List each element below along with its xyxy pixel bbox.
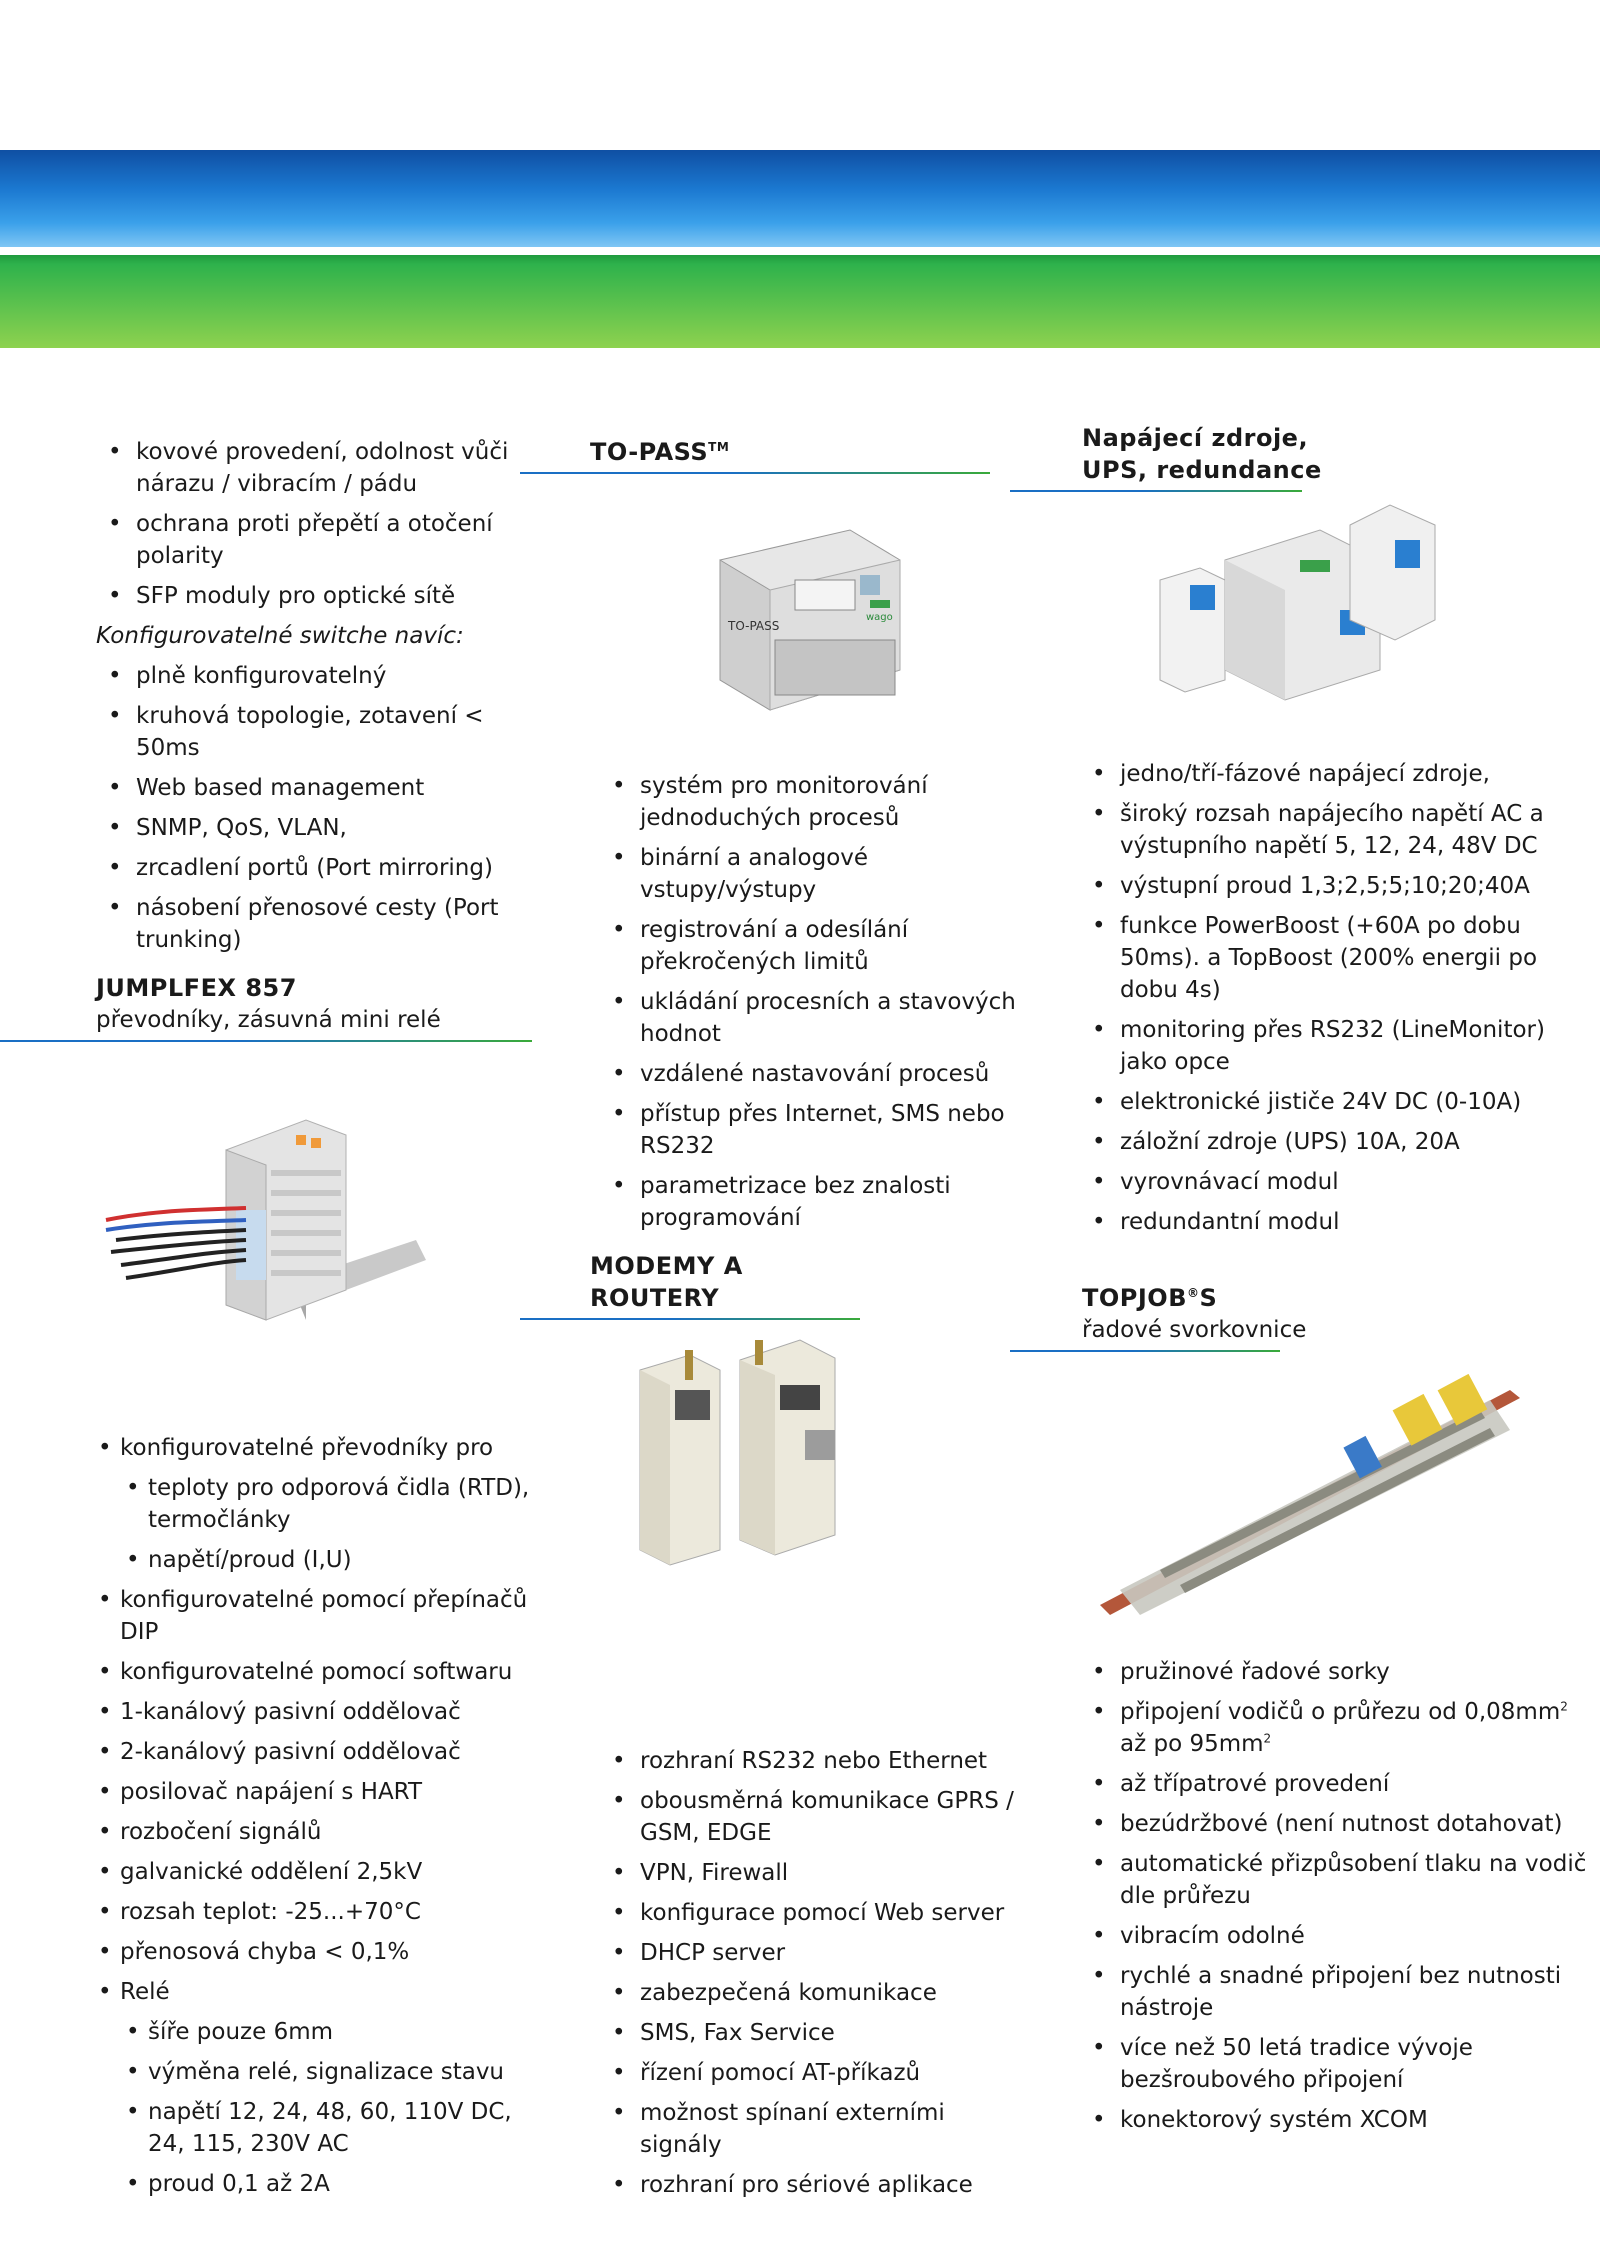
list-item: • Relé — [96, 1976, 536, 2008]
list-item: • až třípatrové provedení — [1080, 1768, 1590, 1800]
list-item: • zabezpečená komunikace — [600, 1977, 1030, 2009]
list-item: • napětí/proud (I,U) — [96, 1544, 536, 1576]
topjob-product-image — [1100, 1370, 1520, 1620]
power-header — [1010, 422, 1600, 492]
power-features — [1080, 758, 1590, 1246]
list-item: • vzdálené nastavování procesů — [600, 1058, 1030, 1090]
jumpflex-features-list — [96, 1432, 536, 2200]
list-item: • plně konfigurovatelný — [96, 660, 526, 692]
list-item: • SFP moduly pro optické sítě — [96, 580, 526, 612]
topjob-features — [1080, 1656, 1590, 2144]
list-item: • konfigurovatelné pomocí softwaru — [96, 1656, 536, 1688]
list-item: • redundantní modul — [1080, 1206, 1590, 1238]
header-blue-band — [0, 150, 1600, 247]
list-item: • řízení pomocí AT-příkazů — [600, 2057, 1030, 2089]
list-item: • bezúdržbové (není nutnost dotahovat) — [1080, 1808, 1590, 1840]
column-left — [96, 436, 526, 964]
list-item: • konektorový systém XCOM — [1080, 2104, 1590, 2136]
list-item: • přístup přes Internet, SMS nebo RS232 — [600, 1098, 1030, 1162]
header-green-band — [0, 255, 1600, 348]
power-rule — [1010, 490, 1302, 492]
list-item: • teploty pro odporová čidla (RTD), termočlánky — [96, 1472, 536, 1536]
topjob-subtitle: řadové svorkovnice — [1082, 1317, 1307, 1343]
jumpflex-rule — [0, 1040, 532, 1042]
list-item: • výměna relé, signalizace stavu — [96, 2056, 536, 2088]
list-item: • konfigurace pomocí Web server — [600, 1897, 1030, 1929]
list-item: • vibracím odolné — [1080, 1920, 1590, 1952]
jumpflex-features — [96, 1432, 536, 2208]
switch-extra-label: Konfigurovatelné switche navíc: — [96, 623, 464, 649]
list-item: • monitoring přes RS232 (LineMonitor) jako opce — [1080, 1014, 1590, 1078]
topass-rule — [520, 472, 990, 474]
list-item: • kruhová topologie, zotavení < 50ms — [96, 700, 526, 764]
list-item: • pružinové řadové sorky — [1080, 1656, 1590, 1688]
power-title-line2: UPS, redundance — [1082, 456, 1322, 484]
modems-features-list — [600, 1745, 1030, 2201]
list-item: • elektronické jističe 24V DC (0-10A) — [1080, 1086, 1590, 1118]
list-item: • SNMP, QoS, VLAN, — [96, 812, 526, 844]
modems-title: MODEMY A ROUTERY — [590, 1252, 743, 1312]
list-item: • proud 0,1 až 2A — [96, 2168, 536, 2200]
jumpflex-title: JUMPLFEX 857 — [96, 974, 297, 1002]
list-item: • DHCP server — [600, 1937, 1030, 1969]
list-item: • SMS, Fax Service — [600, 2017, 1030, 2049]
modems-rule — [520, 1318, 860, 1320]
list-item: • funkce PowerBoost (+60A po dobu 50ms). a TopBoost (200% energii po dobu 4s) — [1080, 910, 1590, 1006]
topjob-features-list — [1080, 1656, 1590, 2136]
topass-header — [520, 436, 990, 474]
modems-header — [520, 1250, 860, 1320]
list-item: • 1-kanálový pasivní oddělovač — [96, 1696, 536, 1728]
list-item: • násobení přenosové cesty (Port trunking) — [96, 892, 526, 956]
list-item: • výstupní proud 1,3;2,5;5;10;20;40A — [1080, 870, 1590, 902]
jumpflex-header — [96, 972, 532, 1042]
list-item: • rozsah teplot: -25...+70°C — [96, 1896, 536, 1928]
list-item: • galvanické oddělení 2,5kV — [96, 1856, 536, 1888]
list-item: • ochrana proti přepětí a otočení polarity — [96, 508, 526, 572]
list-item: • VPN, Firewall — [600, 1857, 1030, 1889]
list-item: • přenosová chyba < 0,1% — [96, 1936, 536, 1968]
list-item: • 2-kanálový pasivní oddělovač — [96, 1736, 536, 1768]
modems-product-image — [630, 1330, 880, 1580]
list-item: • široký rozsah napájecího napětí AC a výstupního napětí 5, 12, 24, 48V DC — [1080, 798, 1590, 862]
topass-features-list — [600, 770, 1030, 1234]
list-item: • záložní zdroje (UPS) 10A, 20A — [1080, 1126, 1590, 1158]
list-item: • parametrizace bez znalosti programování — [600, 1170, 1030, 1234]
list-item: • kovové provedení, odolnost vůči nárazu / vibracím / pádu — [96, 436, 526, 500]
topjob-header — [1010, 1282, 1600, 1352]
switch-features-list — [96, 436, 526, 612]
list-item: • jedno/tří-fázové napájecí zdroje, — [1080, 758, 1590, 790]
list-item: • registrování a odesílání překročených limitů — [600, 914, 1030, 978]
topass-device-label: TO-PASS — [728, 619, 780, 633]
power-title-line1: Napájecí zdroje, — [1082, 424, 1309, 452]
topass-product-image — [700, 520, 920, 730]
power-features-list — [1080, 758, 1590, 1238]
list-item: • konfigurovatelné převodníky pro — [96, 1432, 536, 1464]
list-item: • rozhraní RS232 nebo Ethernet — [600, 1745, 1030, 1777]
list-item: • rozhraní pro sériové aplikace — [600, 2169, 1030, 2201]
topjob-title: TOPJOB®S — [1082, 1284, 1218, 1312]
list-item: • obousměrná komunikace GPRS / GSM, EDGE — [600, 1785, 1030, 1849]
list-item: • automatické přizpůsobení tlaku na vodič dle průřezu — [1080, 1848, 1590, 1912]
list-item: • vyrovnávací modul — [1080, 1166, 1590, 1198]
list-item: • možnost spínaní externími signály — [600, 2097, 1030, 2161]
list-item: • konfigurovatelné pomocí přepínačů DIP — [96, 1584, 536, 1648]
configurable-switch-list — [96, 660, 526, 956]
jumpflex-subtitle: převodníky, zásuvná mini relé — [96, 1007, 441, 1033]
topass-brand: wago — [866, 612, 893, 623]
modems-features — [600, 1745, 1030, 2209]
list-item: • připojení vodičů o průřezu od $0,08mm^2$ až po $95mm^2$ — [1080, 1696, 1590, 1760]
list-item: • systém pro monitorování jednoduchých procesů — [600, 770, 1030, 834]
list-item: • rychlé a snadné připojení bez nutnosti nástroje — [1080, 1960, 1590, 2024]
list-item: • rozbočení signálů — [96, 1816, 536, 1848]
list-item: • více než 50 letá tradice vývoje bezšroubového připojení — [1080, 2032, 1590, 2096]
topass-title: TO-PASS™ — [590, 438, 730, 466]
list-item: • šíře pouze 6mm — [96, 2016, 536, 2048]
header-separator — [0, 247, 1600, 255]
topjob-rule — [1010, 1350, 1280, 1352]
list-item: • ukládání procesních a stavových hodnot — [600, 986, 1030, 1050]
list-item: • Web based management — [96, 772, 526, 804]
list-item: • posilovač napájení s HART — [96, 1776, 536, 1808]
list-item: • napětí 12, 24, 48, 60, 110V DC, 24, 115, 230V AC — [96, 2096, 536, 2160]
topass-features — [600, 770, 1030, 1242]
power-product-image — [1150, 500, 1450, 720]
list-item: • zrcadlení portů (Port mirroring) — [96, 852, 526, 884]
list-item: • binární a analogové vstupy/výstupy — [600, 842, 1030, 906]
jumpflex-product-image — [96, 1090, 426, 1360]
